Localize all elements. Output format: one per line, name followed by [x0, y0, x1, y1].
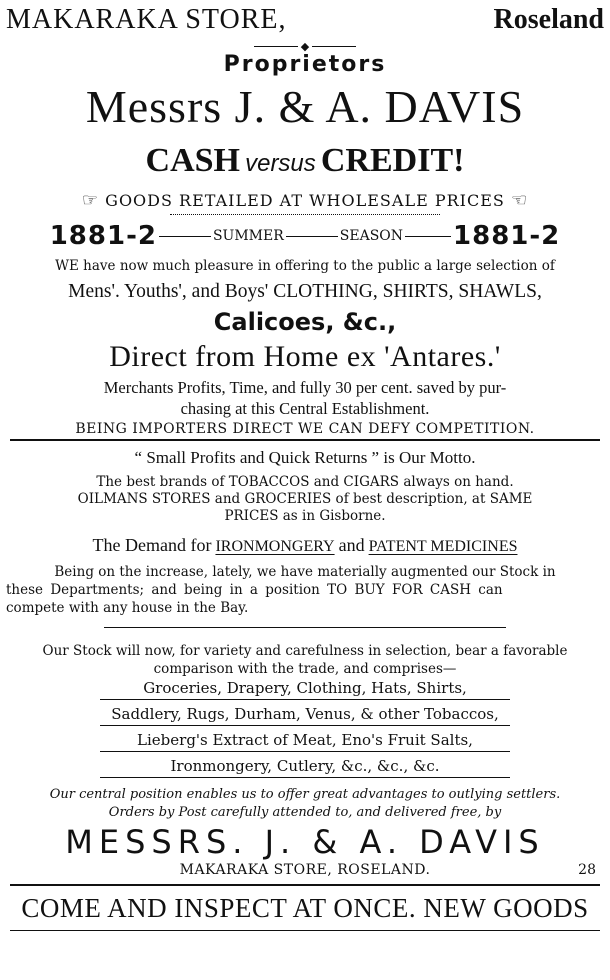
- versus-word: versus: [245, 150, 316, 177]
- direct-from-home: Direct from Home ex 'Antares.': [109, 340, 501, 373]
- ad-number: 28: [578, 862, 596, 878]
- intro-line-5: Merchants Profits, Time, and fully 30 per cent. saved by pur-: [103, 378, 507, 397]
- demand-line: [4, 531, 606, 559]
- demand-line-4: compete with any house in the Bay.: [6, 600, 249, 616]
- oilmans-line: OILMANS STORES and GROCERIES of best description, at SAME: [77, 491, 533, 507]
- season-row: [4, 221, 606, 251]
- tobaccos-line: The best brands of TOBACCOS and CIGARS always on hand.: [96, 474, 514, 490]
- ironmongery-label: IRONMONGERY: [215, 538, 335, 555]
- proprietors-label: Proprietors: [223, 52, 387, 77]
- orders-line: Orders by Post carefully attended to, and delivered free, by: [108, 805, 502, 820]
- owners-title: Messrs J. & A. DAVIS: [85, 81, 525, 132]
- central-position-line: Our central position enables us to offer great advantages to outlying settlers.: [49, 787, 561, 802]
- year-left: 1881-2: [49, 221, 157, 251]
- divider-1: [10, 439, 600, 441]
- goods-line: [4, 190, 606, 212]
- stock-items-list: [100, 678, 510, 778]
- address-text: MAKARAKA STORE, ROSELAND.: [179, 862, 431, 878]
- prices-line: PRICES as in Gisborne.: [224, 508, 386, 524]
- footer-banner: COME AND INSPECT AT ONCE. NEW GOODS: [21, 893, 589, 923]
- intro-line-6: chasing at this Central Establishment.: [180, 399, 430, 418]
- demand-and: and: [338, 535, 365, 555]
- intro-line-2: Mens'. Youths', and Boys' CLOTHING, SHIRTS, SHAWLS,: [68, 281, 542, 302]
- stock-item: Saddlery, Rugs, Durham, Venus, & other Tobaccos,: [100, 704, 510, 726]
- ornament-divider: ◆: [4, 38, 606, 54]
- summer-label: SUMMER: [212, 228, 284, 244]
- goods-retailed-text: GOODS RETAILED AT WHOLESALE PRICES: [105, 191, 505, 210]
- demand-prefix: The Demand for: [92, 535, 212, 555]
- store-name: MAKARAKA STORE,: [6, 4, 287, 35]
- stock-line-1: Our Stock will now, for variety and carefulness in selection, bear a favorable: [42, 643, 568, 659]
- stock-line-2: comparison with the trade, and comprises—: [153, 661, 457, 677]
- season-label: SEASON: [339, 228, 404, 244]
- pointing-hand-right-icon: ☞: [81, 190, 100, 211]
- divider-2: [104, 627, 506, 628]
- stock-item: Groceries, Drapery, Clothing, Hats, Shirts,: [100, 678, 510, 700]
- demand-line-2: Being on the increase, lately, we have materially augmented our Stock in: [54, 564, 556, 580]
- stock-item: Ironmongery, Cutlery, &c., &c., &c.: [100, 756, 510, 778]
- bottom-rule: [10, 930, 600, 931]
- demand-line-3: these Departments; and being in a position TO BUY FOR CASH can: [6, 582, 503, 598]
- intro-line-1: WE have now much pleasure in offering to the public a large selection of: [55, 258, 555, 274]
- pointing-hand-left-icon: ☜: [510, 190, 529, 211]
- address-row: [4, 860, 606, 880]
- header-row: [4, 0, 606, 34]
- cash-word: CASH: [145, 142, 240, 179]
- cash-credit-headline: [4, 138, 606, 184]
- calicoes-line: Calicoes, &c.,: [213, 308, 397, 336]
- intro-line-7: BEING IMPORTERS DIRECT WE CAN DEFY COMPETITION.: [75, 421, 535, 437]
- dotted-divider: [170, 214, 440, 215]
- stock-item: Lieberg's Extract of Meat, Eno's Fruit Salts,: [100, 730, 510, 752]
- patent-medicines-label: PATENT MEDICINES: [368, 538, 518, 555]
- credit-word: CREDIT!: [320, 142, 465, 179]
- signature-line: MESSRS. J. & A. DAVIS: [65, 823, 545, 861]
- motto-line: “ Small Profits and Quick Returns ” is Our Motto.: [134, 448, 476, 467]
- place-name: Roseland: [493, 4, 604, 35]
- year-right: 1881-2: [453, 221, 561, 251]
